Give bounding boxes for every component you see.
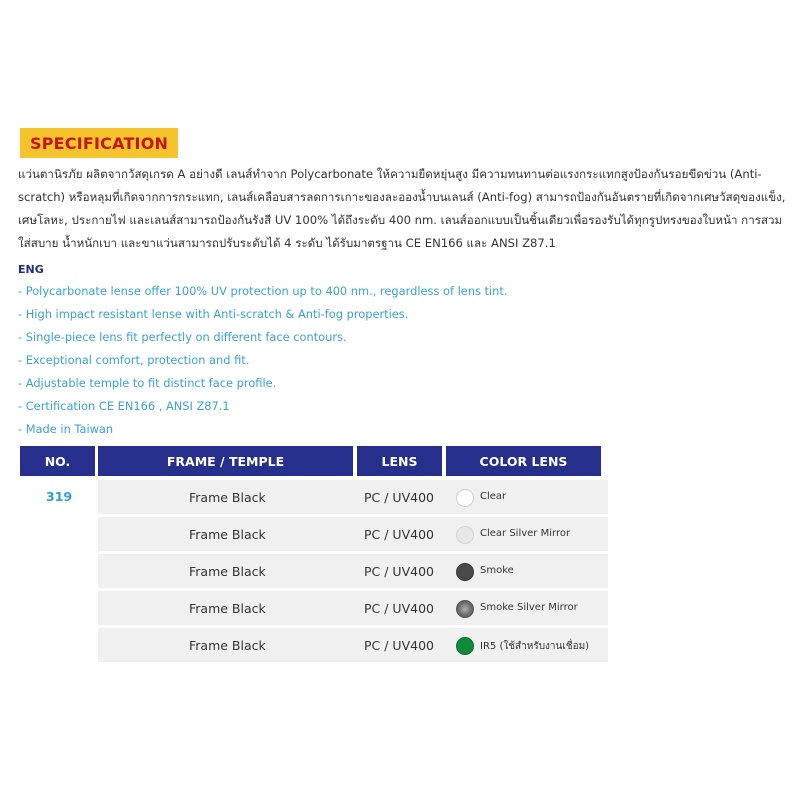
feature-item: - Polycarbonate lense offer 100% UV protection up to 400 nm., regardless of lens tint.	[18, 284, 508, 298]
swatch-clear-silver-mirror	[456, 526, 474, 544]
frame-cell: Frame Black	[189, 564, 266, 579]
header-frame-temple: FRAME / TEMPLE	[98, 446, 353, 476]
eng-label: ENG	[18, 263, 44, 276]
specification-badge	[20, 128, 178, 158]
lens-cell: PC / UV400	[364, 564, 434, 579]
feature-item: - High impact resistant lense with Anti-scratch & Anti-fog properties.	[18, 307, 409, 321]
lens-cell: PC / UV400	[364, 638, 434, 653]
feature-item: - Certification CE EN166 , ANSI Z87.1	[18, 399, 230, 413]
header-color-lens: COLOR LENS	[446, 446, 601, 476]
specification-title: SPECIFICATION	[30, 133, 169, 153]
swatch-clear	[456, 489, 474, 507]
frame-cell: Frame Black	[189, 490, 266, 505]
feature-item: - Exceptional comfort, protection and fit.	[18, 353, 250, 367]
model-number: 319	[46, 489, 73, 504]
feature-item: - Adjustable temple to fit distinct face profile.	[18, 376, 277, 390]
color-cell: Clear Silver Mirror	[480, 528, 571, 539]
lens-cell: PC / UV400	[364, 490, 434, 505]
table-row	[98, 628, 608, 662]
table-row	[98, 480, 608, 514]
lens-cell: PC / UV400	[364, 601, 434, 616]
color-cell: Smoke	[480, 565, 514, 576]
swatch-ir5	[456, 637, 474, 655]
header-lens: LENS	[357, 446, 442, 476]
swatch-smoke-silver-mirror	[456, 600, 474, 618]
header-no: NO.	[20, 446, 95, 476]
table-row	[98, 517, 608, 551]
feature-list	[18, 280, 508, 441]
feature-item: - Single-piece lens fit perfectly on different face contours.	[18, 330, 347, 344]
frame-cell: Frame Black	[189, 601, 266, 616]
table-row	[98, 554, 608, 588]
color-cell: IR5 (ใช้สำหรับงานเชื่อม)	[480, 641, 590, 652]
frame-cell: Frame Black	[189, 527, 266, 542]
color-cell: Clear	[480, 491, 507, 502]
lens-cell: PC / UV400	[364, 527, 434, 542]
color-cell: Smoke Silver Mirror	[480, 602, 578, 613]
thai-description: แว่นตานิรภัย ผลิตจากวัสดุเกรด A อย่างดี เลนส์ทำจาก Polycarbonate ให้ความยืดหยุ่นสูง มีความทนทานต่อแรงกระแทกสูงป้องกันรอยขีดข่วน (Anti-scratch) หรือหลุมที่เกิดจากการกระแทก, เลนส์เคลือบสารลดการเกาะของละอองน้ำบนเลนส์ (Anti-fog) สามารถป้องกันอันตรายที่เกิดจากเศษวัสดุของแข็ง, เศษโลหะ, ประกายไฟ และเลนส์สามารถป้องกันรังสี UV 100% ได้ถึงระดับ 400 nm. เลนส์ออกแบบเป็นชิ้นเดียวเพื่อรองรับได้ทุกรูปทรงของใบหน้า การสวมใส่สบาย น้ำหนักเบา และขาแว่นสามารถปรับระดับได้ 4 ระดับ ได้รับมาตรฐาน CE EN166 และ ANSI Z87.1	[18, 167, 786, 250]
table-row	[98, 591, 608, 625]
frame-cell: Frame Black	[189, 638, 266, 653]
feature-item: - Made in Taiwan	[18, 422, 114, 436]
swatch-smoke	[456, 563, 474, 581]
